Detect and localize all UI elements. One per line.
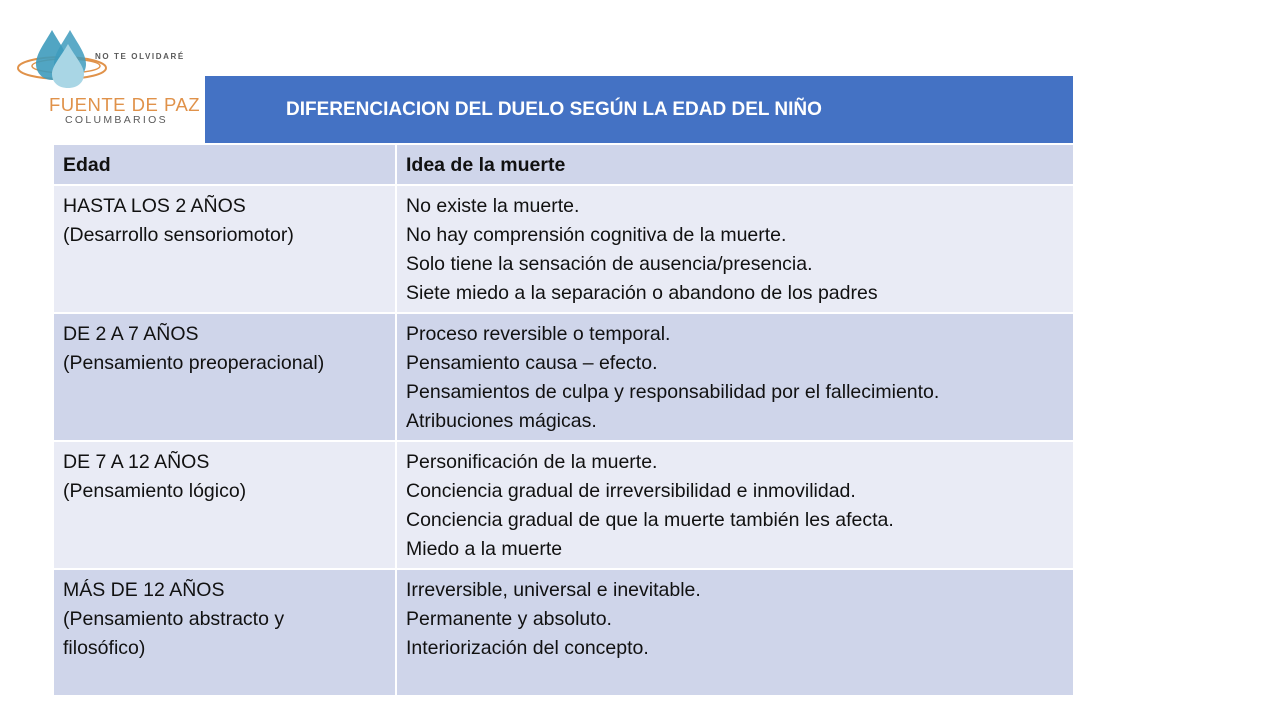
age-stage: (Pensamiento preoperacional) <box>63 352 325 374</box>
grief-age-table <box>52 143 1075 697</box>
idea-line: Miedo a la muerte <box>406 538 563 560</box>
age-cell <box>53 569 396 696</box>
age-stage: (Pensamiento lógico) <box>63 480 247 502</box>
header-age: Edad <box>53 144 396 185</box>
table-row <box>53 569 1074 696</box>
slide-title-text: DIFERENCIACION DEL DUELO SEGÚN LA EDAD DEL NIÑO <box>286 98 822 120</box>
idea-line: No existe la muerte. <box>406 195 580 217</box>
age-cell <box>53 313 396 441</box>
idea-cell <box>396 569 1074 696</box>
water-drops-icon <box>14 22 124 102</box>
idea-line: Conciencia gradual de irreversibilidad e inmovilidad. <box>406 480 856 502</box>
table-row <box>53 185 1074 313</box>
age-label: DE 7 A 12 AÑOS <box>63 451 210 473</box>
idea-line: No hay comprensión cognitiva de la muerte. <box>406 224 787 246</box>
age-label: MÁS DE 12 AÑOS <box>63 579 225 601</box>
age-stage: (Pensamiento abstracto y <box>63 608 285 630</box>
logo-subtitle: COLUMBARIOS <box>65 114 168 126</box>
idea-line: Pensamientos de culpa y responsabilidad por el fallecimiento. <box>406 381 940 403</box>
idea-line: Solo tiene la sensación de ausencia/presencia. <box>406 253 813 275</box>
idea-line: Proceso reversible o temporal. <box>406 323 671 345</box>
table-header-row <box>53 144 1074 185</box>
age-label: HASTA LOS 2 AÑOS <box>63 195 246 217</box>
idea-line: Conciencia gradual de que la muerte también les afecta. <box>406 509 894 531</box>
age-cell <box>53 185 396 313</box>
logo-tagline: NO TE OLVIDARÉ <box>95 52 185 61</box>
age-label: DE 2 A 7 AÑOS <box>63 323 199 345</box>
slide-title <box>205 76 1073 143</box>
logo-brand-name: FUENTE DE PAZ <box>49 94 201 115</box>
idea-line: Pensamiento causa – efecto. <box>406 352 658 374</box>
idea-line: Irreversible, universal e inevitable. <box>406 579 701 601</box>
idea-line: Interiorización del concepto. <box>406 637 649 659</box>
idea-line: Siete miedo a la separación o abandono de los padres <box>406 282 878 304</box>
logo <box>14 22 204 148</box>
age-stage: (Desarrollo sensoriomotor) <box>63 224 294 246</box>
idea-cell <box>396 313 1074 441</box>
age-stage: filosófico) <box>63 637 146 659</box>
idea-cell <box>396 441 1074 569</box>
header-idea: Idea de la muerte <box>396 144 1074 185</box>
idea-line: Atribuciones mágicas. <box>406 410 597 432</box>
idea-line: Personificación de la muerte. <box>406 451 658 473</box>
idea-line: Permanente y absoluto. <box>406 608 612 630</box>
idea-cell <box>396 185 1074 313</box>
table-row <box>53 441 1074 569</box>
table-row <box>53 313 1074 441</box>
age-cell <box>53 441 396 569</box>
